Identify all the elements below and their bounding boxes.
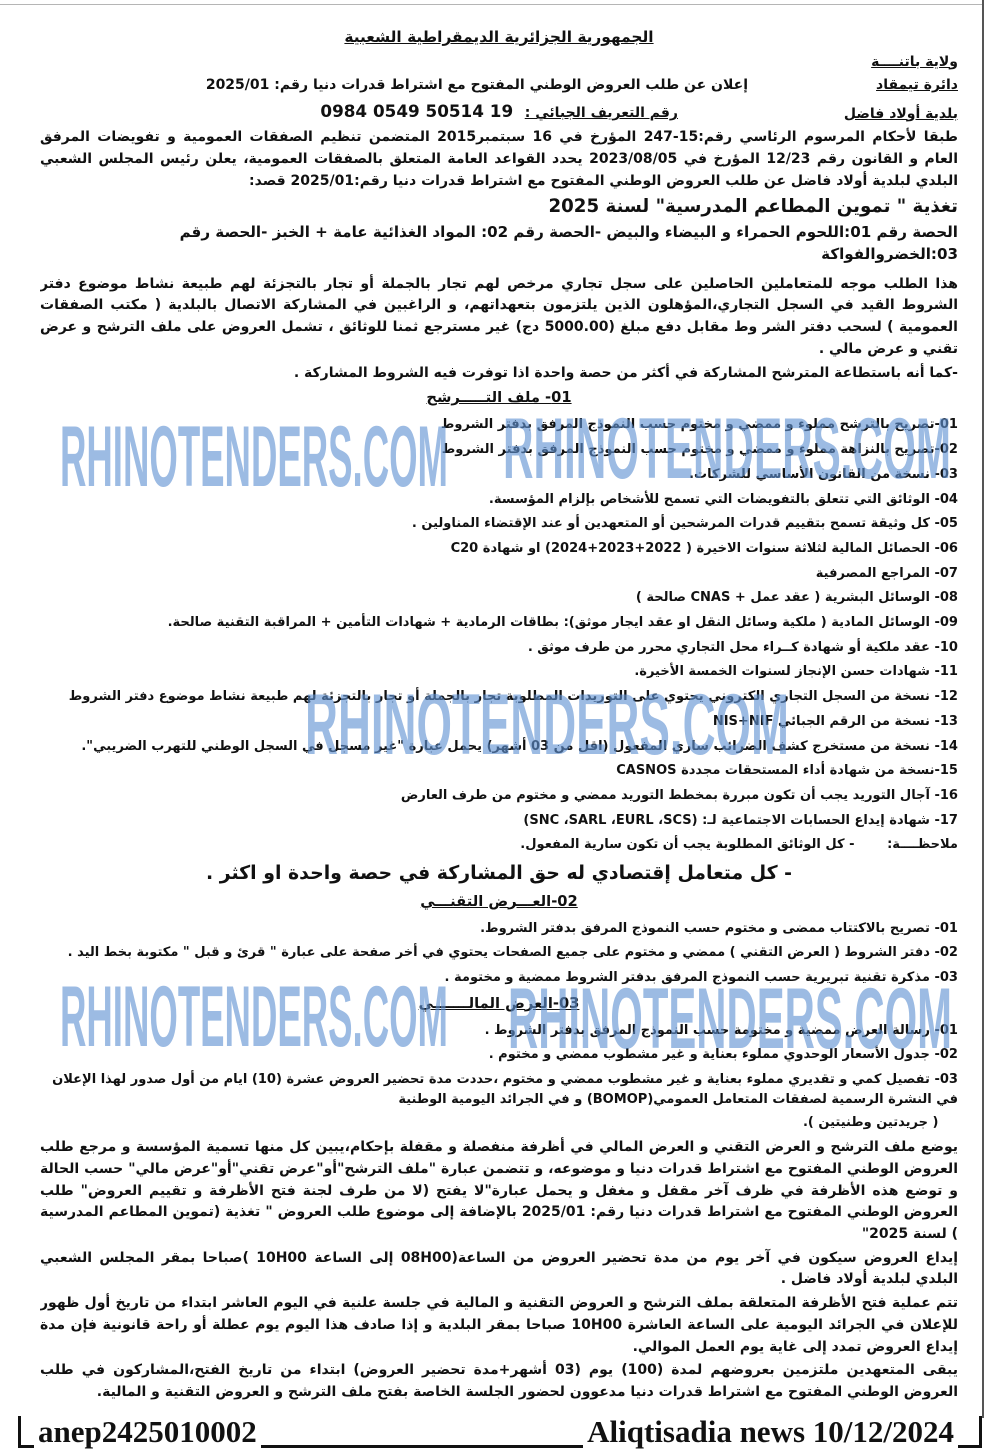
tax-id-value: 19 50514 0549 0984 [320, 101, 514, 122]
candidature-item: 14- نسخة من مستخرج كشف الضرائب ساري المفعول (اقل من 03 أشهر) يحمل عبارة "غير مسجل في السجل الوطني للتهرب الضريبي". [81, 738, 958, 754]
financial-offer-item: 02- جدول الأسعار الوحدوي مملوء بعناية و غير مشطوب ممضي و مختوم . [488, 1047, 958, 1063]
financial-offer-item: 01- رسالة العرض ممضية و مختومة حسب النموذج المرفق بدفتر الشروط . [484, 1022, 958, 1038]
financial-offer-continuation: ( جريدتين وطنيتين ). [802, 1114, 939, 1130]
technical-offer-item: 01- تصريح بالاكتتاب ممضى و مختوم حسب النموذج المرفق بدفتر الشروط. [480, 920, 958, 936]
watermark-text: RHINOTENDERS.COM [508, 982, 952, 1054]
note-text: - كل الوثائق المطلوبة يجب أن تكون سارية المفعول. [520, 837, 855, 853]
publication-source: Aliqtisadia news 10/12/2024 [583, 1414, 958, 1450]
watermark-text: RHINOTENDERS.COM [60, 420, 448, 492]
daira-label: دائرة تيمقاد [876, 77, 958, 94]
candidature-item: 09- الوسائل المادية ( ملكية وسائل النقل او عقد ايجار موثق): بطاقات الرمادية + شهادات التأمين + المراقبة التقنية صالحة. [167, 615, 958, 631]
eligibility-paragraph: هذا الطلب موجه للمتعاملين الحاصلين على سجل تجاري مرخص لهم تجار بالجملة أو تجار بالتجزئة لهم طبيعة نشاط موضوع دفتر الشروط القيد في السجل التجاري،المؤهلون الذين يلتزمون بتعهداتهم، و الراغبين في المشاركة الاتصال بالبلدية ( مكتب الصفقات العمومية ) لسحب دفتر الشر وط مقابل دفع مبلغ (5000.00 دج) غير مسترجع ثمنا للوثائق ، تشمل العروض على ملف الترشح و عرض تقني و عرض مالي . [40, 275, 958, 357]
documents-note [40, 833, 958, 858]
subject-title: تغذية " تموين المطاعم المدرسية" لسنة 2025 [548, 196, 958, 218]
watermark-text: RHINOTENDERS.COM [503, 412, 951, 484]
technical-offer-item: 02- دفتر الشروط ( العرض التقني ) ممضي و مختوم على جميع الصفحات يحتوي في أخر صفحة على عبارة " قرئ و قبل " مكتوبة بخط اليد . [67, 945, 958, 961]
candidature-item: 10- عقد ملكية أو شهادة كــراء محل التجاري محرر من طرف موثق . [527, 639, 958, 655]
candidature-item: 02-تصريح بالنزاهة مملوء و ممضي و مختوم حسب النموذج المرفق بدفتر الشروط [441, 442, 958, 458]
legal-basis-paragraph: طبقا لأحكام المرسوم الرئاسي رقم:15-247 المؤرخ في 16 سبتمبر2015 المتضمن تنظيم الصفقات العمومية و تفويضات المرفق العام و القانون رقم 12/23 المؤرخ في 2023/08/05 يحدد القواعد العامة المتعلق بالصفقات العمومية، يعلن رئيس المجلس الشعبي البلدي لبلدية أولاد فاضل عن طلب العروض الوطني المفتوح مع اشتراط قدرات دنيا رقم:2025/01 قصد: [40, 129, 958, 189]
financial-offer-list [40, 1018, 958, 1112]
candidature-item: 08- الوسائل البشرية ( عقد عمل + CNAS صالحة ) [635, 590, 958, 606]
announcement-title: إعلان عن طلب العروض الوطني المفتوح مع اشتراط قدرات دنيا رقم: 2025/01 [205, 77, 748, 94]
tax-id-line [40, 98, 748, 125]
technical-offer-list [40, 916, 958, 990]
candidature-item: 16- آجال التوريد يجب أن تكون مبررة بمخطط التوريد ممضي و مختوم من طرف العارض [400, 787, 958, 803]
candidature-item: 12- نسخة من السجل التجاري الكتروني يحتوي على التوريدات المطلوبة تجار بالجملة أو تجار بالتجزئة لهم طبيعة نشاط موضوع دفتر الشروط [68, 689, 958, 705]
watermark-text: RHINOTENDERS.COM [305, 688, 789, 760]
candidature-item: 06- الحصائل المالية لثلاثة سنوات الاخيرة ( 2022+2023+2024) او شهادة C20 [450, 540, 958, 556]
candidature-item: 03- نسخة من القانون الأساسي للشركات. [689, 466, 958, 482]
candidature-item: 11- شهادات حسن الإنجاز لسنوات الخمسة الأخيرة. [634, 664, 958, 680]
candidature-item: 15-نسخة من شهادة أداء المستحقات مجددة CASNOS [616, 763, 958, 779]
multi-lot-note: -كما أنه باستطاعة المترشح المشاركة في أكثر من حصة واحدة اذا توفرت فيه الشروط المشاركة . [293, 365, 958, 382]
financial-offer-title: 03-العرض المالـــــــي [418, 994, 580, 1012]
clipping-top-edge [0, 4, 984, 5]
issuer-header [40, 51, 958, 125]
participation-note: - كل متعامل إقتصادي له حق المشاركة في حصة واحدة او اكثر . [205, 862, 793, 885]
candidature-item: 17- شهادة إيداع الحسابات الاجتماعية لـ: (SNC ،SARL ،EURL ،SCS) [523, 812, 958, 828]
tender-notice [40, 26, 958, 1410]
candidature-file-title: 01- ملف التـــــرشح [426, 389, 572, 407]
deposit-paragraph: إيداع العروض سيكون في آخر يوم من مدة تحضير العروض من الساعة(08H00 إلى الساعة 10H00 )صباحا بمقر المجلس الشعبي البلدي لبلدية أولاد فاضل . [40, 1249, 958, 1288]
country-title: الجمهورية الجزائرية الديمقراطية الشعبية [344, 28, 654, 46]
watermark-text: RHINOTENDERS.COM [60, 980, 448, 1052]
technical-offer-title: 02-العـــرض التقنـــي [420, 892, 578, 910]
candidature-item: 05- كل وثيقة تسمح بتقييم قدرات المرشحين أو المتعهدين أو عند الإقتضاء المناولين . [411, 516, 958, 532]
financial-offer-item: 03- تفصيل كمي و تقديري مملوء بعناية و غير مشطوب ممضي و مختوم ،حددت مدة تحضير العروض عشرة (10) ايام من أول صدور لهذا الإعلان في النشرة الرسمية لصفقات المتعامل العمومي(BOMOP) و في الجرائد اليومية الوطنية [52, 1072, 958, 1107]
validity-paragraph: يبقى المتعهدين ملتزمين بعروضهم لمدة (100) يوم (03 أشهر+مدة تحضير العروض) ابتداء من تاريخ الفتح،المشاركون في طلب العروض الوطني المفتوح مع اشتراط قدرات دنيا مدعوون لحضور الجلسة الخاصة بفتح ملف الترشح و العروض التقنية و المالية. [40, 1362, 958, 1401]
technical-offer-item: 03- مذكرة تقنية تبريرية حسب النموذج المرفق بدفتر الشروط ممضية و مختومة . [444, 970, 958, 986]
candidature-item: 01-تصريح بالترشح مملوء و ممضي و مختوم حسب النموذج المرفق بدفتر الشروط [440, 417, 958, 433]
candidature-item: 04- الوثائق التي تتعلق بالتفويضات التي تسمح للأشخاص بإلزام المؤسسة. [488, 491, 958, 507]
candidature-file-list [40, 413, 958, 833]
clipping-right-edge [982, 0, 984, 1418]
commune-label: بلدية أولاد فاضل [843, 105, 958, 122]
publication-reference: anep2425010002 [34, 1414, 261, 1450]
note-label: ملاحظــــة: [887, 837, 958, 853]
wilaya-label: ولاية باتنــــة [871, 53, 958, 70]
candidature-item: 07- المراجع المصرفية [815, 565, 958, 581]
candidature-item: 13- نسخة من الرقم الجبائي NIS+NIF [712, 713, 958, 729]
lots-line: الحصة رقم 01:اللحوم الحمراء و البيضاء والبيض -الحصة رقم 02: المواد الغذائية عامة + الخبز -الحصة رقم 03:الخضروالفواكة [179, 222, 958, 264]
tax-id-label: رقم التعريف الجبائي : [524, 105, 678, 122]
envelopes-paragraph: يوضع ملف الترشح و العرض التقني و العرض المالي في أظرفة منفصلة و مقفلة بإحكام،يبين كل منها تسمية المؤسسة و مرجع طلب العروض الوطني المفتوح مع اشتراط قدرات دنيا و موضوعه، و تتضمن عبارة "ملف الترشح"أو"عرض تقني"أو"عرض مالي" حسب الحالة و توضع هذه الأظرفة في ظرف آخر مقفل و مغفل و يحمل عبارة"لا يفتح (لا من طرف لجنة فتح الأظرفة و تقييم العروض" طلب العروض الوطني المفتوح مع اشتراط قدرات دنيا رقم: 2025/01 بالإضافة إلى موضوع طلب العروض " تغذية (تموين المطاعم المدرسية ) لسنة 2025" [40, 1139, 958, 1242]
opening-paragraph: تتم عملية فتح الأظرفة المتعلقة بملف الترشح و العروض التقنية و المالية في جلسة علنية في اليوم العاشر ابتداء من تاريخ أول ظهور للإعلان في الجرائد اليومية على الساعة العاشرة 10H00 صباحا بمقر البلدية و إذا صادف هذا اليوم يوم عطلة أو راحة قانونية فإن مدة إيداع العروض تمدد إلى غاية يوم العمل الموالي. [40, 1295, 958, 1355]
